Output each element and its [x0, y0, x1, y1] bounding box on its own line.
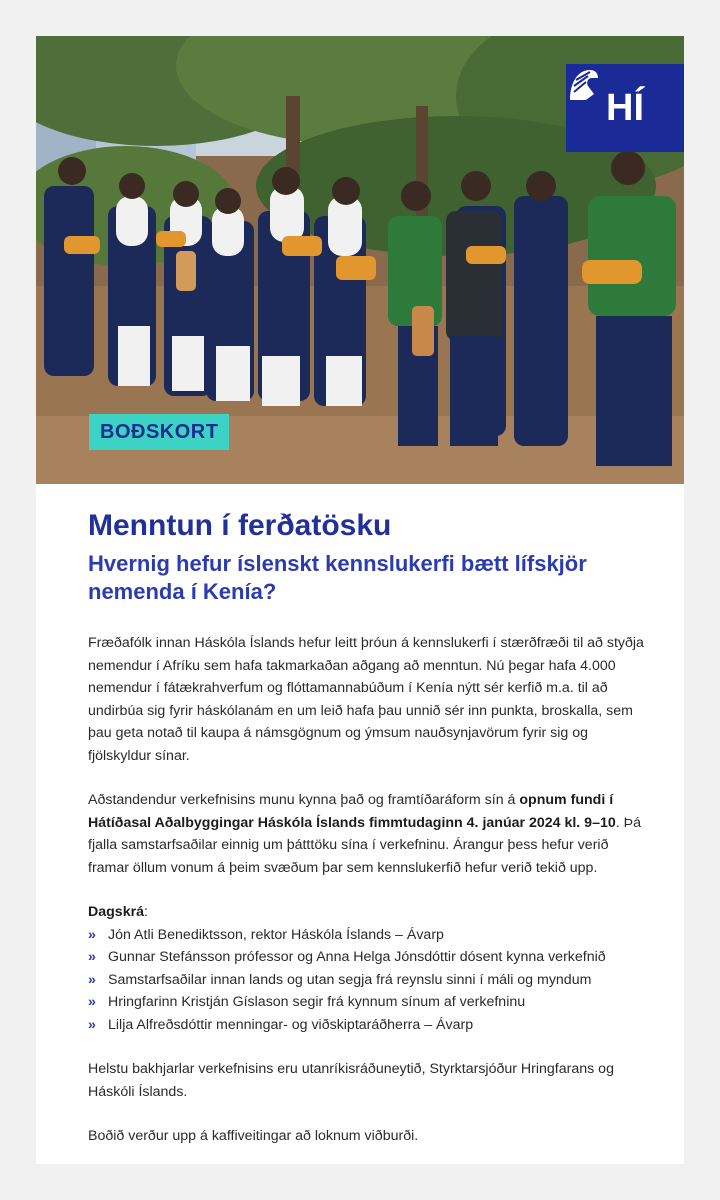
event-details: opnum fundi í Hátíðasal Aðalbyggingar Háskóla Íslands fimmtudaginn 4. janúar 2024 kl. 9–10 [88, 792, 616, 831]
helmet-icon [566, 64, 600, 104]
agenda-item [88, 946, 648, 969]
agenda-item [88, 1014, 648, 1037]
hero-photo [36, 36, 684, 484]
invitation-badge: BOÐSKORT [89, 414, 229, 450]
refreshments-paragraph: Boðið verður upp á kaffiveitingar að loknum viðburði. [88, 1128, 419, 1144]
invitation-card [36, 36, 684, 1164]
intro-paragraph: Fræðafólk innan Háskóla Íslands hefur leitt þróun á kennslukerfi í stærðfræði til að styðja nemendur í Afríku sem hafa takmarkaðan aðgang að menntun. Nú þegar hafa 4.000 nemendur í fátækrahverfum og flóttamannabúðum í Kenía nýtt sér kerfið m.a. til að undirbúa sig fyrir háskólanám en um leið hafa þau unnið sér inn punkta, broskalla, sem þau geta notað til kaupa á námsgögnum og ýmsum nauðsynjavörum fyrir sig og fjölskyldur sínar. [88, 635, 644, 764]
logo-text: HÍ [606, 86, 644, 129]
agenda-heading [88, 901, 648, 924]
chevron-right-icon: » [88, 994, 96, 1010]
page-subtitle: Hvernig hefur íslenskt kennslukerfi bætt lífskjör nemenda í Kenía? [88, 551, 587, 604]
event-paragraph [88, 789, 648, 879]
sponsors-paragraph: Helstu bakhjarlar verkefnisins eru utanríkisráðuneytið, Styrktarsjóður Hringfarans og Háskóli Íslands. [88, 1061, 614, 1100]
page-title: Menntun í ferðatösku [88, 509, 392, 542]
agenda-title-text: Dagskrá [88, 904, 144, 920]
content [88, 506, 648, 1164]
agenda-colon: : [144, 904, 148, 920]
agenda-item [88, 924, 648, 947]
chevron-right-icon: » [88, 949, 96, 965]
agenda-item-text: Hringfarinn Kristján Gíslason segir frá kynnum sínum af verkefninu [108, 994, 526, 1010]
agenda-item-text: Lilja Alfreðsdóttir menningar- og viðskiptaráðherra – Ávarp [108, 1016, 474, 1033]
chevron-right-icon: » [88, 926, 96, 943]
agenda-item-text: Samstarfsaðilar innan lands og utan segja frá reynslu sinni í máli og myndum [108, 971, 592, 988]
agenda-item-text: Jón Atli Benediktsson, rektor Háskóla Íslands – Ávarp [108, 926, 444, 943]
chevron-right-icon: » [88, 1016, 96, 1033]
chevron-right-icon: » [88, 971, 96, 988]
agenda-item [88, 969, 648, 992]
event-text-end: . Þá fjalla samstarfsaðilar einnig um þátttöku sína í verkefninu. Árangur þess hefur verið framar öllum vonum á þeim svæðum þar sem kennslukerfið hefur verið tekið upp. [88, 814, 641, 876]
event-text-start: Aðstandendur verkefnisins munu kynna það og framtíðaráform sín á [88, 792, 520, 808]
agenda-item [88, 991, 648, 1014]
agenda-item-text: Gunnar Stefánsson prófessor og Anna Helga Jónsdóttir dósent kynna verkefnið [108, 949, 606, 965]
agenda-list [88, 924, 648, 1037]
hi-logo [566, 64, 684, 152]
